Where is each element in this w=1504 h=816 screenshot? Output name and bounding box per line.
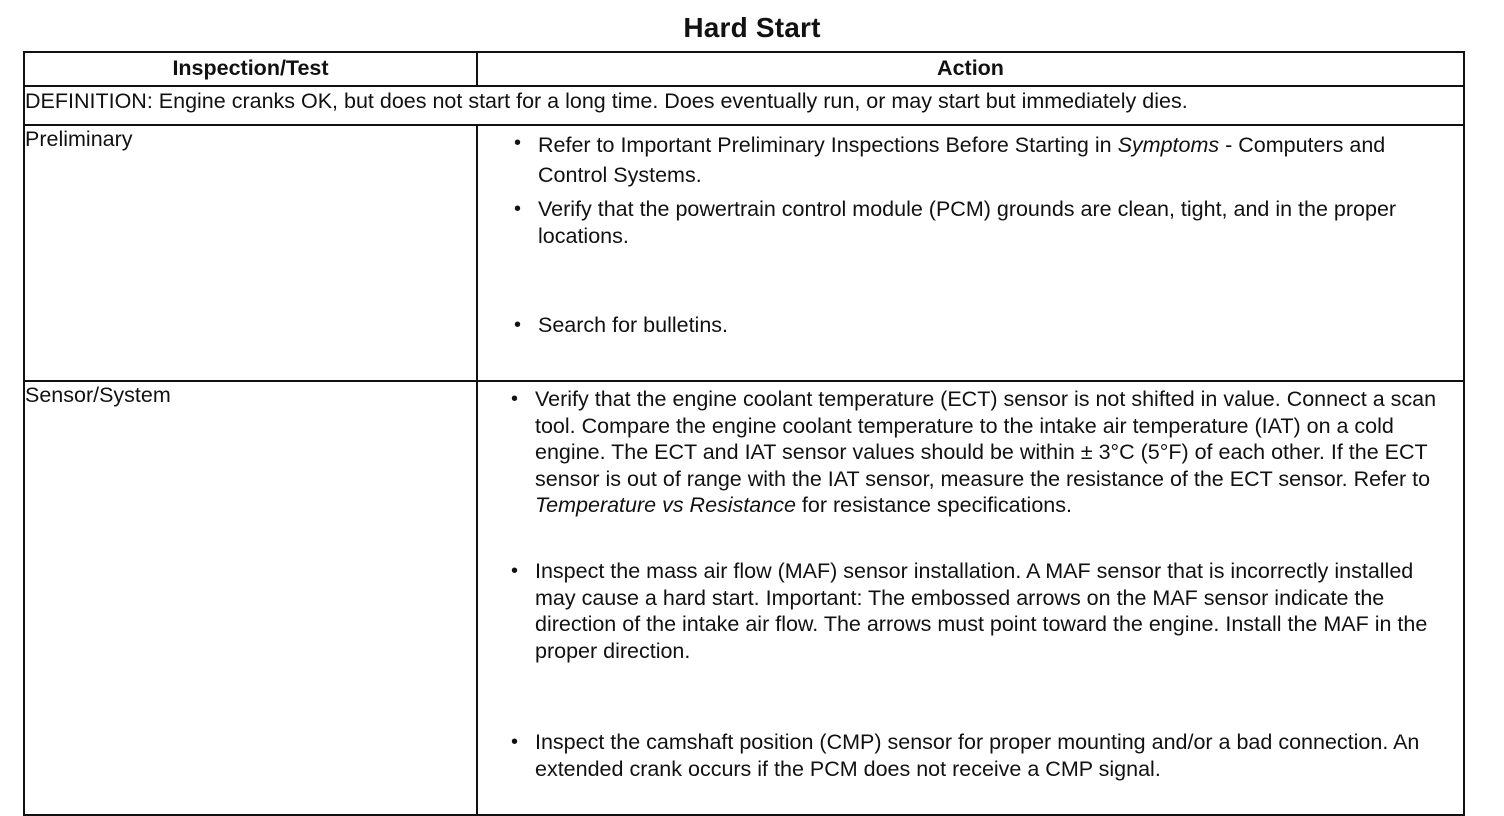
bullet-icon: • [511, 560, 519, 582]
action-item [514, 196, 1449, 249]
bullet-icon: • [514, 314, 522, 336]
action-text: Verify that the powertrain control module (PCM) grounds are clean, tight, and in the proper locations. [538, 197, 1397, 248]
bullet-icon: • [514, 132, 522, 154]
action-item [514, 312, 1449, 339]
row-label-sensor-system: Sensor/System [24, 381, 477, 815]
header-row [24, 52, 1464, 86]
action-text: Inspect the camshaft position (CMP) sensor for proper mounting and/or a bad connection. An extended crank occurs if the PCM does not receive a CMP signal. [535, 730, 1420, 781]
action-cell-preliminary [477, 125, 1464, 381]
page-title: Hard Start [683, 12, 821, 43]
action-text: Refer to Important Preliminary Inspections Before Starting in Symptoms - Computers and Control Systems. [538, 133, 1386, 187]
action-item [514, 130, 1449, 190]
definition-text: DEFINITION: Engine cranks OK, but does not start for a long time. Does eventually run, or may start but immediately dies. [24, 86, 1464, 125]
action-cell-sensor-system [477, 381, 1464, 815]
action-item [511, 729, 1449, 782]
table-row-sensor-system [24, 381, 1464, 815]
action-text: Verify that the engine coolant temperature (ECT) sensor is not shifted in value. Connect a scan tool. Compare the engine coolant temperature to the intake air temperature (IAT) on a cold engine. The ECT and IAT sensor values should be within ± 3°C (5°F) of each other. If the ECT sensor is out of range with the IAT sensor, measure the resistance of the ECT sensor. Refer to Temperature vs Resistance for resistance specifications. [535, 387, 1437, 517]
bullet-icon: • [511, 388, 519, 410]
bullet-icon: • [514, 198, 522, 220]
action-text: Inspect the mass air flow (MAF) sensor installation. A MAF sensor that is incorrectly installed may cause a hard start. Important: The embossed arrows on the MAF sensor indicate the direction of the intake air flow. The arrows must point toward the engine. Install the MAF in the proper direction. [535, 559, 1428, 663]
diagnostic-table [23, 51, 1465, 816]
action-item [511, 558, 1449, 664]
action-text: Search for bulletins. [538, 313, 729, 337]
table-row-preliminary [24, 125, 1464, 381]
action-item [511, 386, 1449, 519]
header-action: Action [477, 52, 1464, 86]
definition-row [24, 86, 1464, 125]
row-label-preliminary: Preliminary [24, 125, 477, 381]
bullet-icon: • [511, 731, 519, 753]
header-inspection-test: Inspection/Test [24, 52, 477, 86]
